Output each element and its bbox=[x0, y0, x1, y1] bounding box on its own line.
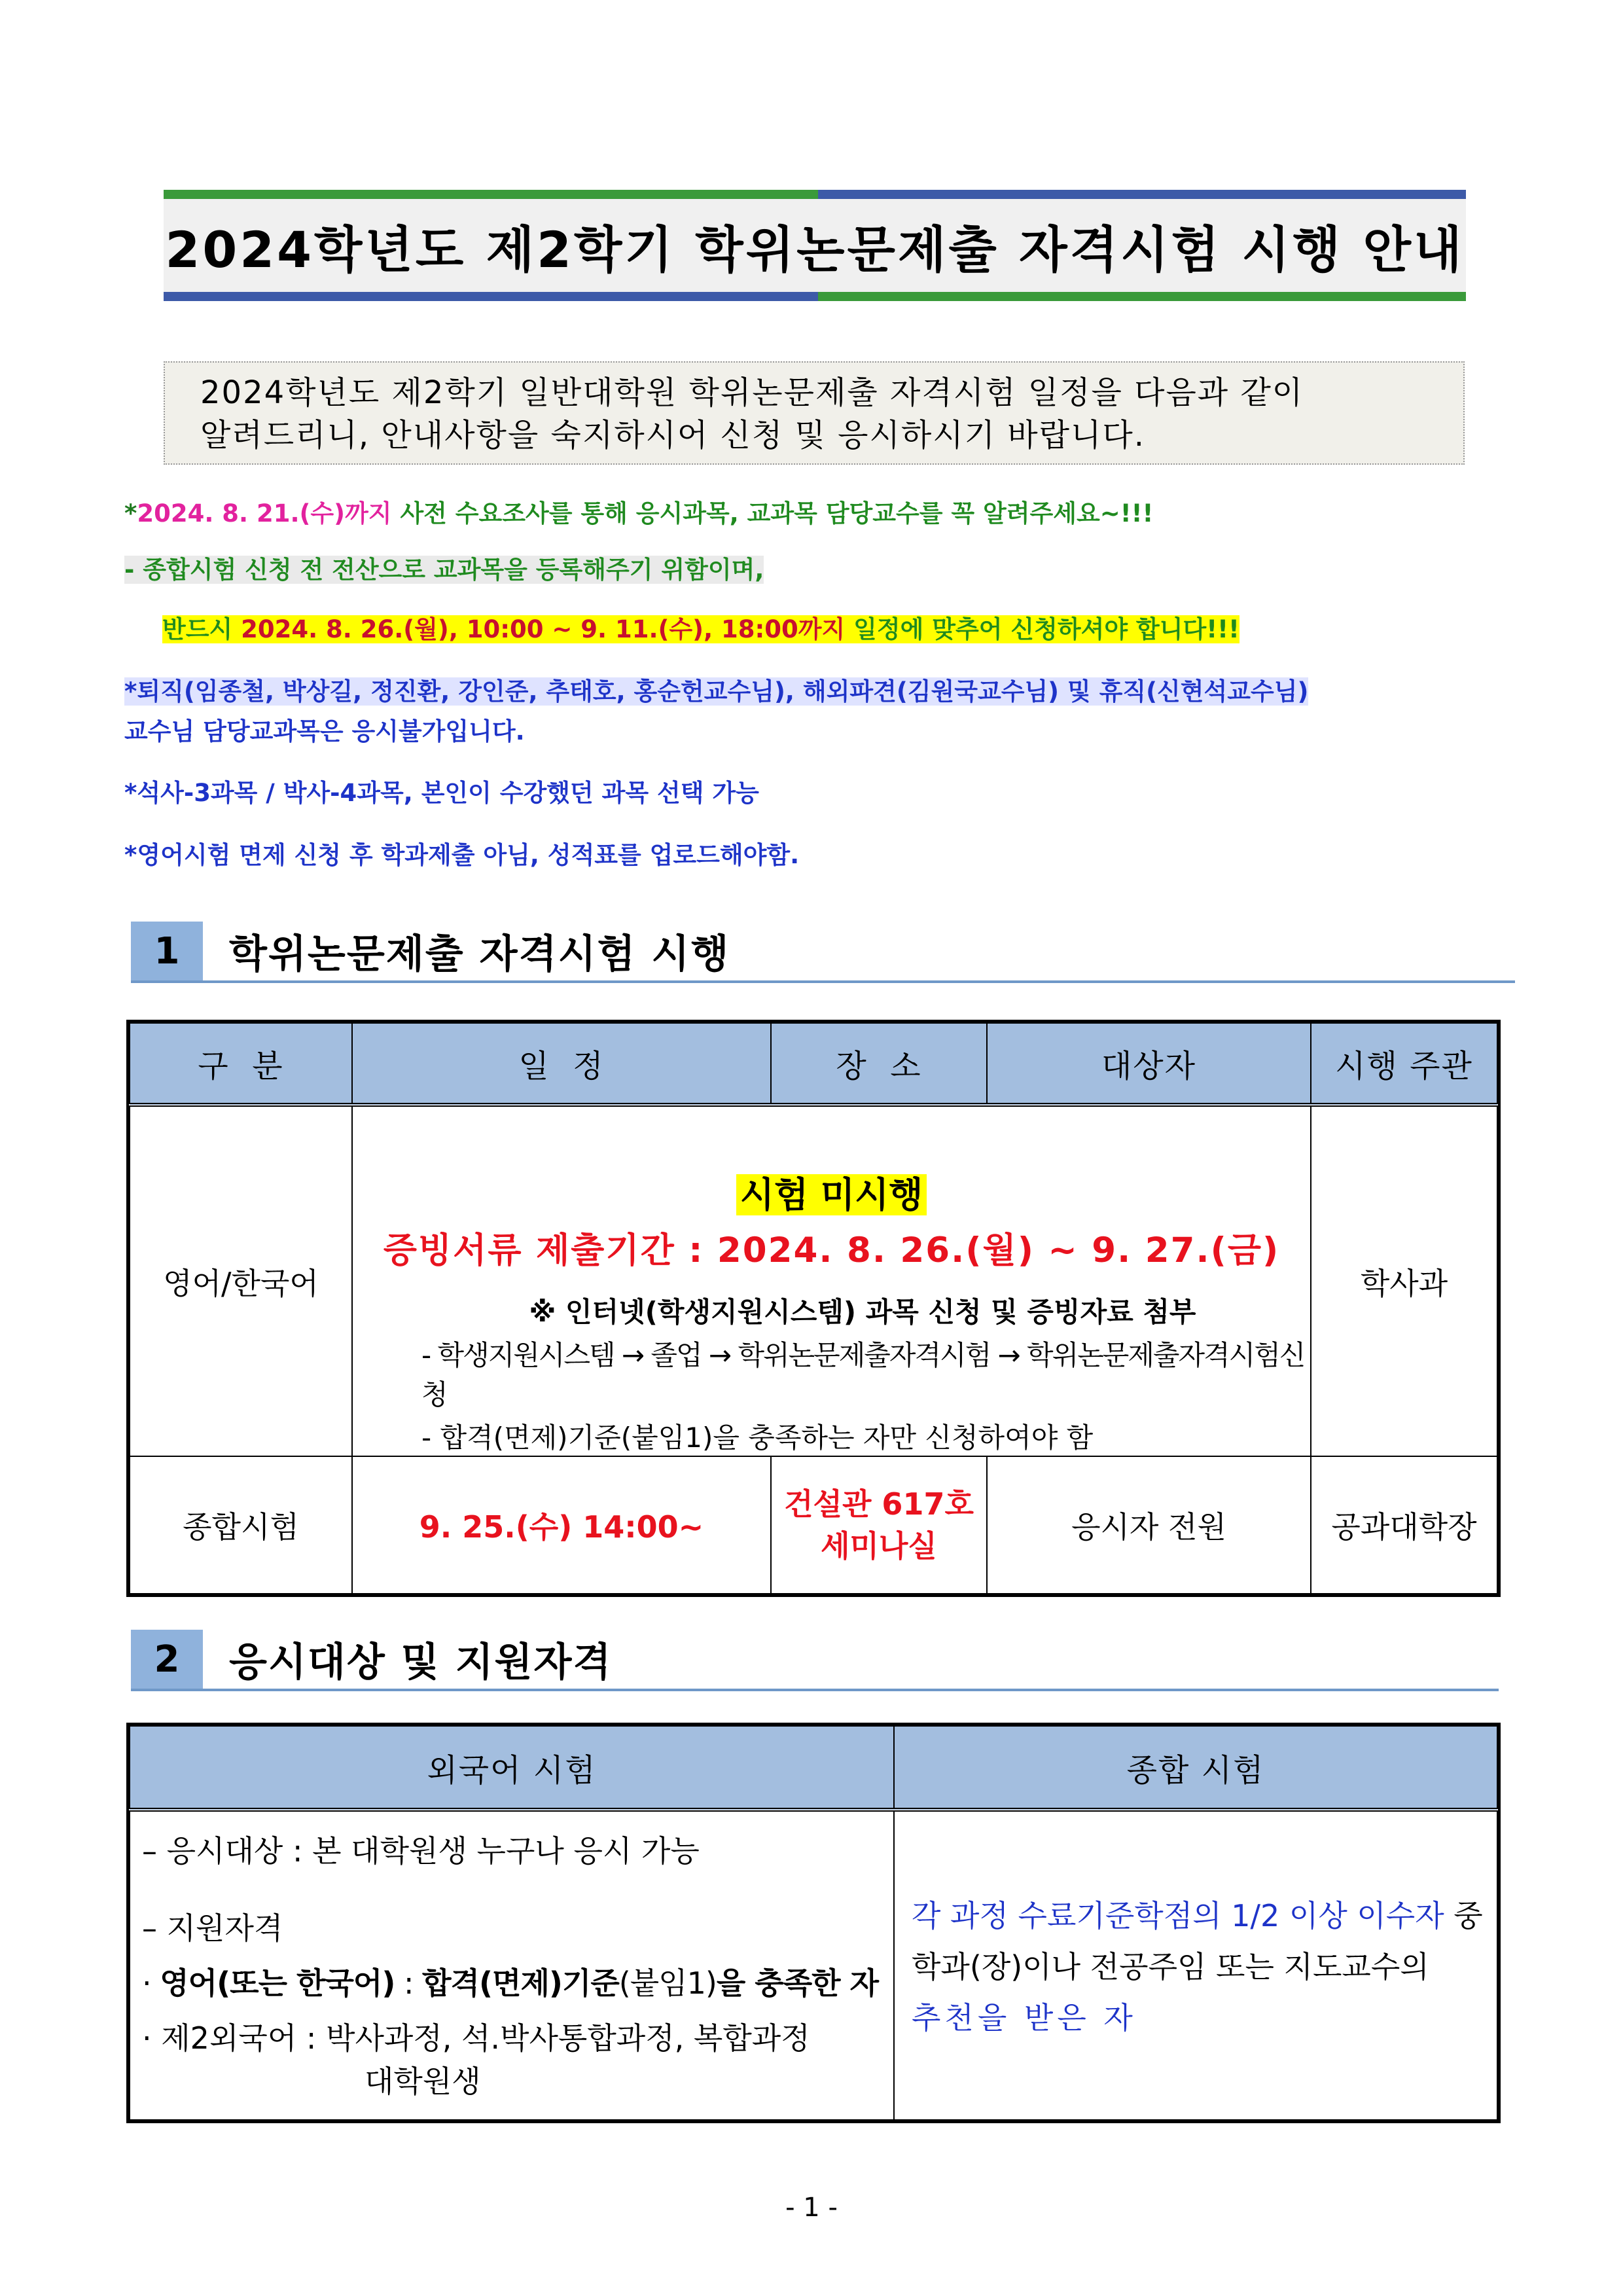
notice-2 bbox=[124, 554, 764, 586]
bullet-1: · bbox=[142, 1965, 151, 2001]
qualification-english-attachment: (붙임1) bbox=[618, 1965, 717, 2001]
comprehensive-recommendation: 추천을 받은 자 bbox=[912, 2000, 1137, 2036]
page-title: 2024학년도 제2학기 학위논문제출 자격시험 시행 안내 bbox=[165, 220, 1465, 279]
comprehensive-among: 중 bbox=[1444, 1898, 1483, 1933]
row2-place-line-1: 건설관 617호 bbox=[784, 1486, 974, 1522]
notice-1 bbox=[124, 497, 1153, 530]
row2-place bbox=[771, 1456, 987, 1594]
row2-organizer: 공과대학장 bbox=[1311, 1456, 1497, 1594]
comprehensive-details bbox=[894, 1810, 1497, 2120]
notice-1-star: * bbox=[124, 499, 137, 528]
intro-line-1: 2024학년도 제2학기 일반대학원 학위논문제출 자격시험 일정을 다음과 같이 bbox=[200, 374, 1304, 411]
notice-4-line-1 bbox=[124, 675, 1308, 708]
header-category: 구 분 bbox=[130, 1023, 352, 1105]
header-comprehensive: 종합 시험 bbox=[894, 1726, 1497, 1810]
qualification-heading: – 지원자격 bbox=[142, 1910, 283, 1946]
eligibility-table bbox=[129, 1725, 1498, 2121]
notice-3-post: 일정에 맞추어 신청하셔야 합니다!!! bbox=[845, 615, 1240, 643]
row2-place-line-2: 세미나실 bbox=[821, 1528, 937, 1564]
notice-4-line-2 bbox=[124, 715, 525, 748]
target-line: – 응시대상 : 본 대학원생 누구나 응시 가능 bbox=[142, 1833, 700, 1869]
section-1-number: 1 bbox=[131, 922, 203, 980]
notice-5-text: *석사-3과목 / 박사-4과목, 본인이 수강했던 과목 선택 가능 bbox=[124, 779, 759, 807]
row1-organizer: 학사과 bbox=[1311, 1105, 1497, 1456]
schedule-table bbox=[129, 1022, 1498, 1594]
section-2-heading bbox=[131, 1630, 1499, 1691]
bullet-2: · bbox=[142, 2020, 152, 2056]
instruction-requirement: - 합격(면제)기준(붙임1)을 충족하는 자만 신청하여야 함 bbox=[421, 1422, 1094, 1454]
schedule-header-row bbox=[130, 1023, 1497, 1105]
document-submission-period: 증빙서류 제출기간 : 2024. 8. 26.(월) ~ 9. 27.(금) bbox=[383, 1230, 1280, 1270]
header-schedule: 일 정 bbox=[352, 1023, 771, 1105]
row1-category: 영어/한국어 bbox=[130, 1105, 352, 1456]
instruction-heading: ※ 인터넷(학생지원시스템) 과목 신청 및 증빙자료 첨부 bbox=[529, 1296, 1196, 1328]
notice-3 bbox=[162, 613, 1240, 646]
qualification-second-language-cont: 대학원생 bbox=[365, 2064, 481, 2099]
row2-schedule: 9. 25.(수) 14:00~ bbox=[352, 1456, 771, 1594]
header-foreign-language: 외국어 시험 bbox=[130, 1726, 894, 1810]
section-2-number: 2 bbox=[131, 1630, 203, 1689]
notice-6-text: *영어시험 면제 신청 후 학과제출 아님, 성적표를 업로드해야함. bbox=[124, 841, 800, 869]
notice-6 bbox=[124, 839, 799, 872]
eligibility-row bbox=[130, 1810, 1497, 2120]
exam-status-highlight: 시험 미시행 bbox=[736, 1174, 927, 1215]
qualification-english-sep: : bbox=[395, 1965, 423, 2001]
title-bar-blue-top bbox=[818, 190, 1466, 199]
notice-2-text: - 종합시험 신청 전 전산으로 교과목을 등록해주기 위함이며, bbox=[124, 556, 764, 584]
eligibility-header-row bbox=[130, 1726, 1497, 1810]
schedule-row-language bbox=[130, 1105, 1497, 1456]
schedule-row-comprehensive bbox=[130, 1456, 1497, 1594]
title-banner bbox=[164, 190, 1466, 301]
header-organizer: 시행 주관 bbox=[1311, 1023, 1497, 1105]
section-1-heading bbox=[131, 922, 1515, 983]
instruction-path: - 학생지원시스템 → 졸업 → 학위논문제출자격시험 → 학위논문제출자격시험신청 bbox=[421, 1339, 1305, 1410]
notice-5 bbox=[124, 777, 759, 810]
page-number: - 1 - bbox=[785, 2193, 838, 2223]
qualification-english-standard: 합격(면제)기준 bbox=[422, 1965, 619, 2001]
qualification-second-language bbox=[142, 2015, 882, 2058]
row1-details bbox=[352, 1105, 1311, 1456]
qualification-english-condition: 을 충족한 자 bbox=[716, 1965, 879, 2001]
intro-box bbox=[164, 361, 1465, 465]
notice-1-date: 2024. 8. 21.(수)까지 bbox=[137, 499, 392, 528]
intro-line-2: 알려드리니, 안내사항을 숙지하시어 신청 및 응시하시기 바랍니다. bbox=[200, 417, 1146, 454]
row2-target: 응시자 전원 bbox=[987, 1456, 1311, 1594]
qualification-english bbox=[142, 1960, 882, 2003]
section-2-title: 응시대상 및 지원자격 bbox=[229, 1640, 613, 1685]
notice-4-text-1: *퇴직(임종철, 박상길, 정진환, 강인준, 추태호, 홍순헌교수님), 해외파견(김원국교수님) 및 휴직(신현석교수님) bbox=[124, 677, 1309, 706]
notice-1-text: 사전 수요조사를 통해 응시과목, 교과목 담당교수를 꼭 알려주세요~!!! bbox=[391, 499, 1154, 528]
title-box bbox=[164, 199, 1466, 292]
title-bar-blue-bottom bbox=[164, 292, 818, 301]
notice-3-highlight bbox=[162, 615, 1240, 643]
qualification-second-language-text: 제2외국어 : 박사과정, 석.박사통합과정, 복합과정 bbox=[161, 2020, 810, 2056]
notice-3-pre: 반드시 bbox=[162, 615, 241, 643]
section-1-title: 학위논문제출 자격시험 시행 bbox=[229, 931, 730, 977]
notice-4-text-2: 교수님 담당교과목은 응시불가입니다. bbox=[124, 717, 525, 745]
notice-3-date: 2024. 8. 26.(월), 10:00 ~ 9. 11.(수), 18:00까지 bbox=[241, 615, 846, 643]
header-target: 대상자 bbox=[987, 1023, 1311, 1105]
foreign-language-details bbox=[130, 1810, 894, 2120]
row2-category: 종합시험 bbox=[130, 1456, 352, 1594]
title-bar-green-top bbox=[164, 190, 818, 199]
header-place: 장 소 bbox=[771, 1023, 987, 1105]
comprehensive-credit-requirement: 각 과정 수료기준학점의 1/2 이상 이수자 bbox=[912, 1898, 1444, 1933]
comprehensive-recommender: 학과(장)이나 전공주임 또는 지도교수의 bbox=[912, 1949, 1429, 1984]
qualification-english-label: 영어(또는 한국어) bbox=[160, 1965, 395, 2001]
title-bar-green-bottom bbox=[818, 292, 1466, 301]
